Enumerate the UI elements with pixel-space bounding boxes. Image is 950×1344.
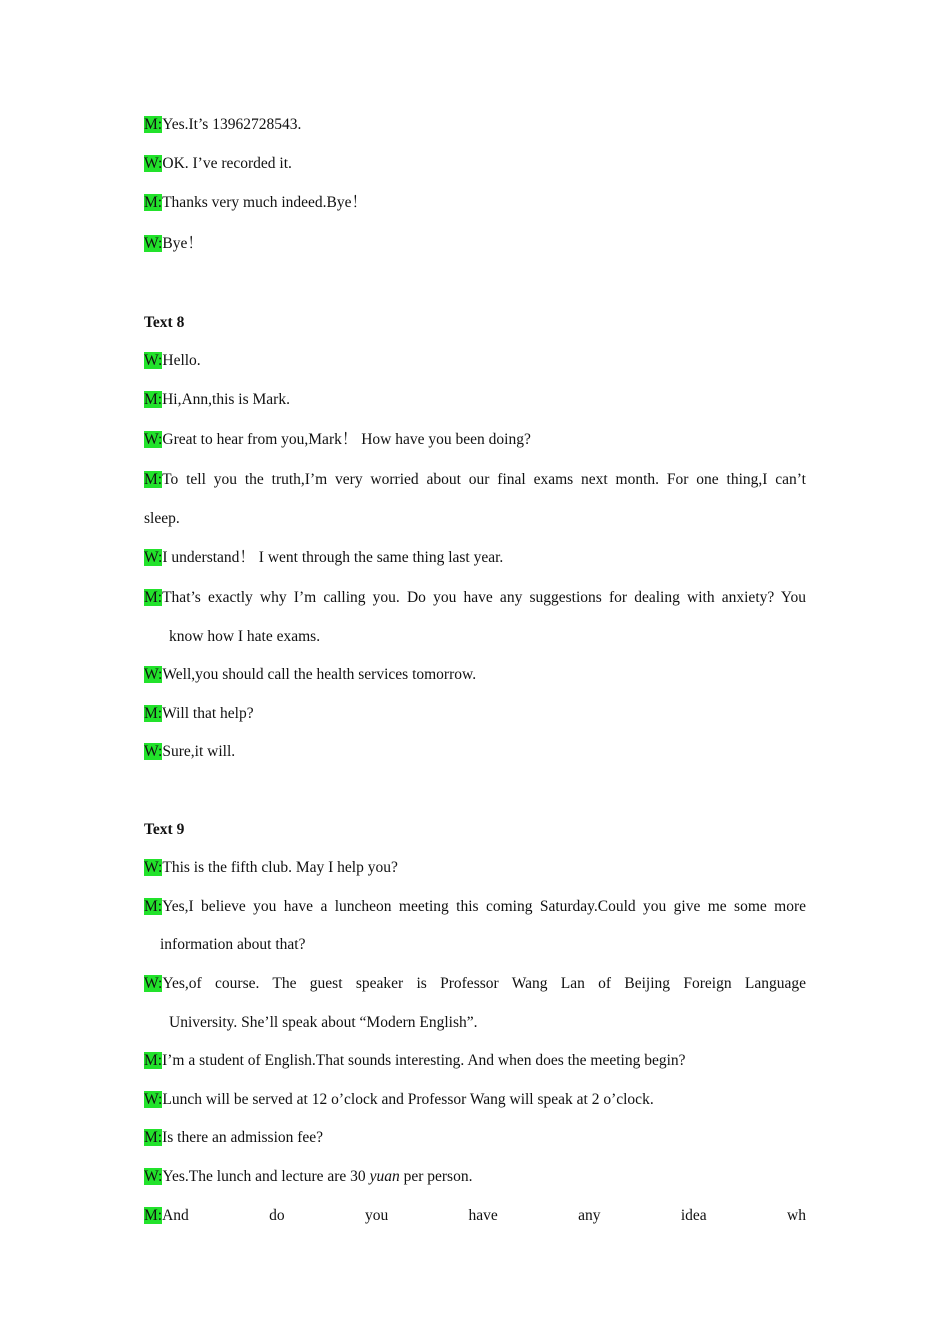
word: do bbox=[269, 1207, 285, 1224]
dialogue-line bbox=[144, 1206, 806, 1226]
speaker-label: M: bbox=[144, 898, 163, 915]
dialogue-line bbox=[144, 1090, 806, 1110]
word: any bbox=[578, 1207, 601, 1224]
word: you bbox=[364, 1207, 389, 1224]
word bbox=[144, 1206, 189, 1226]
line-text: I understand！ I went through the same thing last year. bbox=[162, 549, 504, 566]
dialogue-line bbox=[144, 588, 806, 608]
dialogue-line bbox=[144, 704, 806, 724]
dialogue-line bbox=[144, 154, 806, 174]
line-text-italic: yuan bbox=[369, 1168, 400, 1185]
speaker-label: W: bbox=[144, 235, 163, 252]
line-text: This is the fifth club. May I help you? bbox=[162, 859, 398, 876]
speaker-label: W: bbox=[144, 1168, 163, 1185]
speaker-label: W: bbox=[144, 431, 163, 448]
speaker-label: M: bbox=[144, 391, 163, 408]
line-text: To tell you the truth,I’m very worried about our final exams next month. For one thing,I can’t bbox=[162, 471, 806, 488]
speaker-label: W: bbox=[144, 352, 163, 369]
speaker-label: W: bbox=[144, 859, 163, 876]
line-text: Hello. bbox=[162, 352, 201, 369]
line-text: Well,you should call the health services tomorrow. bbox=[162, 666, 477, 683]
dialogue-line bbox=[144, 665, 806, 685]
line-text: Sure,it will. bbox=[162, 743, 236, 760]
line-text: I’m a student of English.That sounds interesting. And when does the meeting begin? bbox=[162, 1052, 686, 1069]
line-text: Lunch will be served at 12 o’clock and Professor Wang will speak at 2 o’clock. bbox=[162, 1091, 654, 1108]
speaker-label: W: bbox=[144, 743, 163, 760]
dialogue-line bbox=[144, 1167, 806, 1187]
dialogue-line bbox=[144, 858, 806, 878]
word: wh bbox=[787, 1207, 806, 1224]
line-text: That’s exactly why I’m calling you. Do you have any suggestions for dealing with anxiety? You bbox=[162, 589, 806, 606]
line-continuation: University. She’ll speak about “Modern English”. bbox=[169, 1014, 478, 1031]
word-text: And bbox=[162, 1207, 189, 1224]
line-text: Hi,Ann,this is Mark. bbox=[162, 391, 290, 408]
line-text: OK. I’ve recorded it. bbox=[162, 155, 292, 172]
line-text: Yes,of course. The guest speaker is Professor Wang Lan of Beijing Foreign Language bbox=[162, 975, 806, 992]
speaker-label: W: bbox=[144, 155, 163, 172]
speaker-label: M: bbox=[144, 1052, 163, 1069]
line-text: Will that help? bbox=[162, 705, 254, 722]
speaker-label: M: bbox=[144, 1207, 163, 1224]
dialogue-line bbox=[144, 1128, 806, 1148]
dialogue-line bbox=[144, 1051, 806, 1071]
dialogue-line bbox=[144, 548, 806, 568]
dialogue-line bbox=[144, 390, 806, 410]
speaker-label: W: bbox=[144, 549, 163, 566]
speaker-label: M: bbox=[144, 1129, 163, 1146]
section-title-text9: Text 9 bbox=[144, 821, 185, 838]
word: idea bbox=[680, 1207, 707, 1224]
line-text: Yes.The lunch and lecture are 30 bbox=[162, 1168, 370, 1185]
speaker-label: M: bbox=[144, 471, 163, 488]
dialogue-line bbox=[144, 193, 806, 213]
line-text: Yes,I believe you have a luncheon meeting this coming Saturday.Could you give me some more bbox=[162, 898, 806, 915]
word: have bbox=[468, 1207, 498, 1224]
line-text: Great to hear from you,Mark！ How have you been doing? bbox=[162, 431, 531, 448]
dialogue-line bbox=[144, 470, 806, 490]
dialogue-line bbox=[144, 234, 806, 254]
line-text: Yes.It’s 13962728543. bbox=[162, 116, 302, 133]
speaker-label: M: bbox=[144, 116, 163, 133]
dialogue-line bbox=[144, 430, 806, 450]
speaker-label: W: bbox=[144, 975, 163, 992]
line-continuation: information about that? bbox=[160, 936, 306, 953]
speaker-label: M: bbox=[144, 705, 163, 722]
dialogue-line bbox=[144, 974, 806, 994]
dialogue-line bbox=[144, 742, 806, 762]
speaker-label: M: bbox=[144, 194, 163, 211]
speaker-label: W: bbox=[144, 1091, 163, 1108]
line-text: Bye！ bbox=[162, 235, 203, 252]
line-text: Thanks very much indeed.Bye！ bbox=[162, 194, 367, 211]
dialogue-line bbox=[144, 115, 806, 135]
line-text: Is there an admission fee? bbox=[162, 1129, 324, 1146]
line-continuation: know how I hate exams. bbox=[169, 628, 321, 645]
speaker-label: W: bbox=[144, 666, 163, 683]
section-title-text8: Text 8 bbox=[144, 314, 185, 331]
dialogue-line bbox=[144, 897, 806, 917]
dialogue-line bbox=[144, 351, 806, 371]
line-continuation: sleep. bbox=[144, 510, 180, 527]
line-text: per person. bbox=[399, 1168, 473, 1185]
speaker-label: M: bbox=[144, 589, 163, 606]
